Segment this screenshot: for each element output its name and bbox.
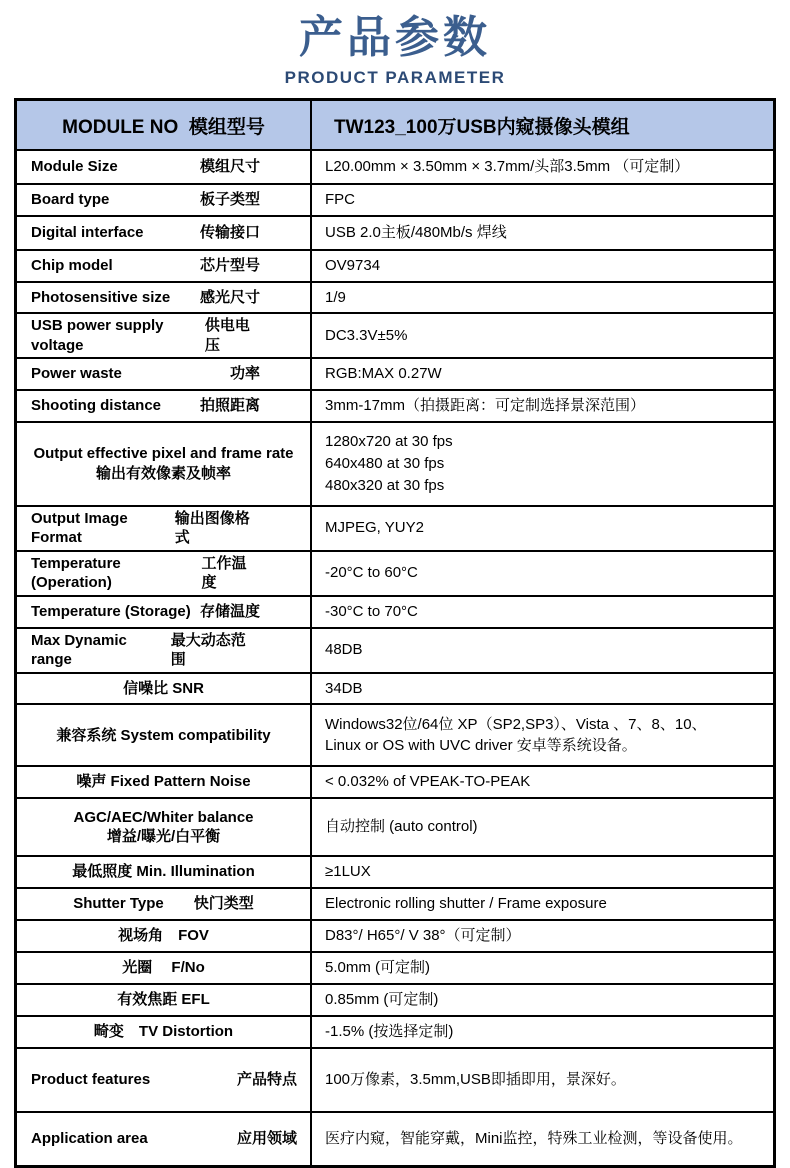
table-row [17, 921, 773, 953]
row-label-primary: 视场角 FOV [118, 927, 209, 945]
page-title: 产品参数 [299, 13, 491, 62]
table-row [17, 507, 773, 552]
row-label-secondary: 传输接口 [199, 224, 260, 241]
row-label-secondary: 增益/曝光/白平衡 [106, 828, 221, 845]
table-row [17, 185, 773, 217]
table-body [17, 151, 773, 1165]
row-value-cell: OV9734 [325, 256, 381, 274]
table-row [17, 314, 773, 359]
row-value-cell: RGB:MAX 0.27W [325, 365, 442, 383]
row-label-cell [17, 1049, 312, 1111]
row-label-cell [17, 1113, 312, 1165]
row-label-primary: Product features [31, 1070, 151, 1088]
row-label-secondary: 输出有效像素及帧率 [95, 464, 231, 482]
table-header-model-name: TW123_100万USB内窥摄像头模组 [334, 116, 630, 138]
row-label-primary: 噪声 Fixed Pattern Noise [76, 773, 251, 791]
row-value-cell: 自动控制 (auto control) [325, 818, 478, 836]
table-row [17, 629, 773, 674]
table-row [17, 857, 773, 889]
table-row [17, 359, 773, 391]
row-label-cell [17, 314, 312, 357]
table-row [17, 1017, 773, 1049]
row-label-secondary: 拍照距离 [199, 397, 260, 415]
row-value-cell: USB 2.0主板/480Mb/s 焊线 [325, 223, 507, 241]
row-label-cell [17, 767, 312, 797]
row-label-primary: 畸变 TV Distortion [93, 1022, 234, 1040]
row-label-primary: 光圈 F/No [122, 959, 205, 977]
row-value-cell: Electronic rolling shutter / Frame exposure [325, 895, 607, 913]
row-label-secondary: 功率 [229, 365, 260, 383]
row-label-cell [17, 629, 312, 672]
row-value-cell: < 0.032% of VPEAK-TO-PEAK [325, 773, 531, 791]
table-row [17, 767, 773, 799]
row-label-secondary: 存储温度 [199, 602, 260, 620]
table-row [17, 1113, 773, 1165]
row-value-cell: Windows32位/64位 XP（SP2,SP3）、Vista 、7、8、10、 Linux or OS with UVC driver 安卓等系统设备。 [325, 715, 707, 755]
row-label-primary: 信噪比 SNR [123, 679, 204, 697]
table-row [17, 799, 773, 857]
row-label-cell [17, 283, 312, 313]
row-label-secondary: 工作温度 [201, 554, 247, 592]
table-row [17, 217, 773, 251]
product-spec-table [14, 98, 776, 1168]
row-label-primary: Power waste [31, 365, 122, 383]
table-row [17, 889, 773, 921]
table-header-module-no: MODULE NO 模组型号 [17, 101, 312, 149]
row-value-cell: 48DB [325, 641, 363, 659]
table-row [17, 705, 773, 767]
row-value-cell: 1280x720 at 30 fps 640x480 at 30 fps 480x320 at 30 fps [325, 433, 453, 494]
row-label-primary: Temperature (Storage) [31, 602, 191, 620]
table-row [17, 391, 773, 423]
table-row [17, 674, 773, 706]
row-label-cell [17, 251, 312, 281]
row-label-primary: 有效焦距 EFL [117, 990, 210, 1008]
title-block [0, 0, 790, 98]
row-value-cell: FPC [325, 191, 355, 208]
table-row [17, 423, 773, 507]
row-label-primary: Chip model [31, 256, 113, 274]
table-row [17, 597, 773, 629]
row-value-cell: 医疗内窥，智能穿戴，Mini监控，特殊工业检测，等设备使用。 [325, 1129, 743, 1147]
row-label-primary: 兼容系统 System compatibility [56, 726, 271, 744]
row-value-cell: 100万像素，3.5mm,USB即插即用，景深好。 [325, 1070, 626, 1088]
row-label-cell [17, 1017, 312, 1047]
row-label-primary: USB power supply voltage [31, 317, 168, 354]
row-value-cell: -20°C to 60°C [325, 564, 418, 582]
row-label-primary: Board type [31, 191, 110, 209]
row-label-primary: 最低照度 Min. Illumination [72, 863, 255, 881]
row-label-primary: Digital interface [31, 224, 144, 241]
table-header-row [17, 101, 773, 151]
row-label-cell [17, 799, 312, 855]
row-label-primary: Application area [31, 1129, 148, 1147]
row-value-cell: 3mm-17mm（拍摄距离：可定制选择景深范围） [325, 397, 646, 414]
row-label-secondary: 板子类型 [199, 191, 260, 209]
table-row [17, 1049, 773, 1113]
row-label-secondary: 芯片型号 [199, 256, 260, 274]
row-label-cell [17, 391, 312, 421]
row-label-cell [17, 552, 312, 595]
row-label-primary: Output effective pixel and frame rate [33, 445, 294, 463]
row-label-cell [17, 985, 312, 1015]
row-label-primary: Max Dynamic range [31, 631, 132, 668]
row-label-primary: AGC/AEC/Whiter balance [73, 808, 254, 826]
row-label-cell [17, 359, 312, 389]
row-label-cell [17, 151, 312, 183]
row-label-cell [17, 423, 312, 505]
table-row [17, 151, 773, 185]
row-label-primary: Photosensitive size [31, 288, 171, 306]
row-value-cell: 1/9 [325, 288, 346, 306]
row-value-cell: DC3.3V±5% [325, 326, 408, 344]
page-subtitle: PRODUCT PARAMETER [284, 68, 506, 88]
row-label-cell [17, 921, 312, 951]
row-label-secondary: 输出图像格式 [174, 509, 250, 547]
row-label-primary: Output Image Format [31, 509, 132, 547]
row-label-cell [17, 705, 312, 765]
row-label-cell [17, 953, 312, 983]
row-value-cell: -30°C to 70°C [325, 602, 418, 620]
table-row [17, 985, 773, 1017]
table-row [17, 552, 773, 597]
row-label-secondary: 供电电压 [204, 317, 250, 354]
row-value-cell: 0.85mm (可定制) [325, 990, 439, 1008]
row-label-cell [17, 507, 312, 550]
row-label-primary: Shooting distance [31, 397, 162, 415]
row-label-primary: Temperature (Operation) [31, 554, 125, 592]
row-value-cell: L20.00mm × 3.50mm × 3.7mm/头部3.5mm （可定制） [325, 158, 690, 176]
row-label-secondary: 产品特点 [236, 1070, 297, 1088]
row-value-cell: ≥1LUX [325, 863, 371, 881]
row-value-cell: D83°/ H65°/ V 38°（可定制） [325, 927, 521, 945]
table-row [17, 283, 773, 315]
row-label-secondary: 感光尺寸 [199, 288, 260, 306]
row-label-secondary: 最大动态范围 [170, 631, 246, 668]
row-value-cell: 34DB [325, 679, 363, 697]
row-label-secondary: 应用领域 [236, 1129, 297, 1147]
table-row [17, 251, 773, 283]
table-row [17, 953, 773, 985]
row-label-cell [17, 889, 312, 919]
row-value-cell: 5.0mm (可定制) [325, 959, 431, 976]
row-value-cell: -1.5% (按选择定制) [325, 1022, 454, 1040]
row-label-cell [17, 857, 312, 887]
row-label-cell [17, 185, 312, 215]
row-label-cell [17, 674, 312, 704]
row-label-primary: Module Size [31, 158, 118, 176]
row-label-primary: Shutter Type 快门类型 [73, 895, 254, 913]
row-label-cell [17, 597, 312, 627]
row-label-cell [17, 217, 312, 249]
row-label-secondary: 模组尺寸 [199, 158, 260, 176]
row-value-cell: MJPEG, YUY2 [325, 519, 424, 537]
